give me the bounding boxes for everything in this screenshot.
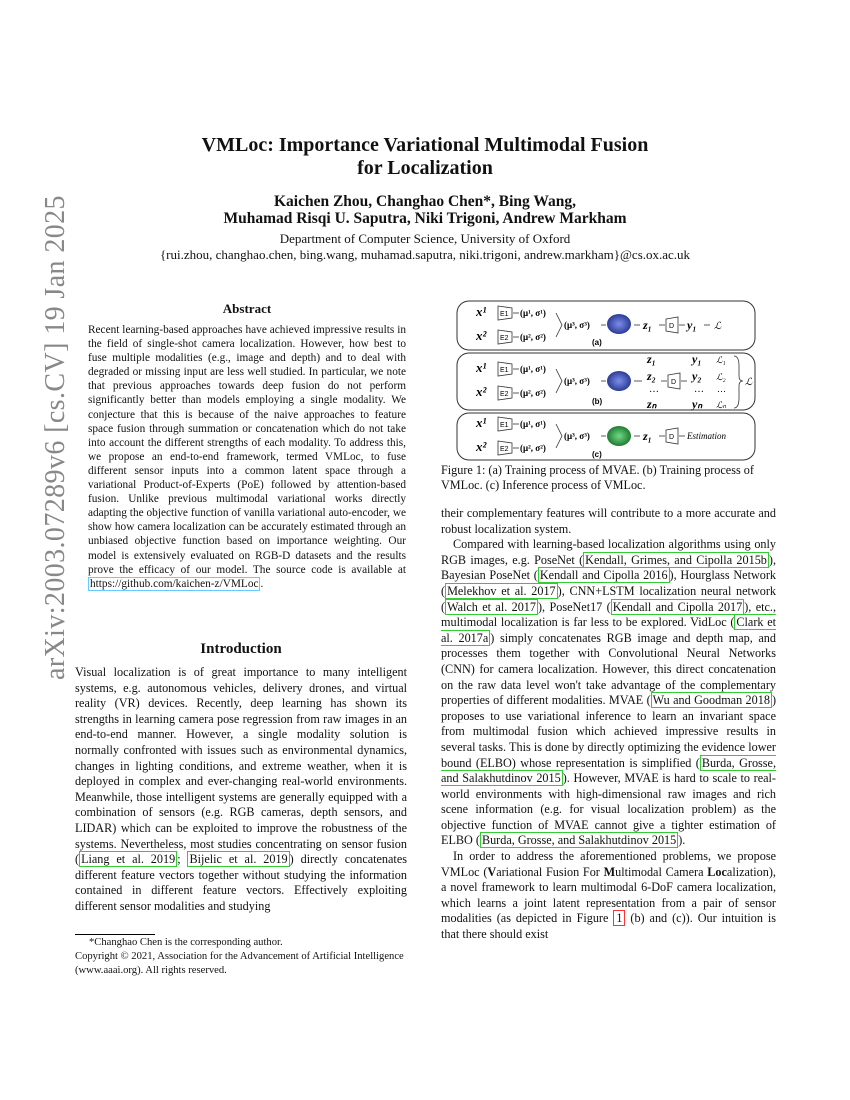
body-text: ), Bayesian PoseNet ( [441, 552, 776, 583]
e2-label: E2 [500, 335, 509, 342]
citation-link[interactable]: Kendall and Cipolla 2016 [539, 568, 668, 583]
citation-link[interactable]: Clark et al. 2017a [441, 615, 777, 645]
z1-label: z₁ [647, 352, 656, 366]
x2-label: x² [476, 439, 487, 454]
x2-label: x² [476, 328, 487, 343]
body-text: ultimodal Camera [615, 864, 708, 879]
panel-b-frame [457, 353, 755, 410]
estimation-label: Estimation [687, 431, 727, 441]
mu3-label: (μ³, σ³) [564, 320, 590, 330]
mu1-label: (μ¹, σ¹) [520, 308, 546, 318]
body-text: ). However, MVAE is hard to scale to real-world environments with high-dimensional raw images and rich scene information (e.g. for visual localization problem) as the objective function of MVAE cannot give a tighter estimation of ELBO ( [441, 771, 776, 848]
body-text: ) proposes to use variational inference to learn an invariant space from multimodal fusion which achieved impressive results in several tasks. This is done by directly optimizing the evidence lower bound (ELBO) whose representation is simplified ( [441, 693, 776, 770]
figure-1-diagram [456, 300, 756, 462]
latent-distribution-blob [607, 426, 631, 446]
authors-line-2: Muhamad Risqi U. Saputra, Niki Trigoni, Andrew Markham [223, 210, 627, 227]
citation-link[interactable]: Wu and Goodman 2018 [652, 693, 770, 708]
citation-link[interactable]: Walch et al. 2017 [447, 599, 536, 614]
intro-text: Visual localization is of great importance to many intelligent systems, e.g. autonomous vehicles, delivery drones, and virtual reality (VR) devices. Recently, deep learning has shown its strengths in learning camera pose regression from raw images in an end-to-end manner. However, a single modality solution is normally confronted with issues such as environmental dynamics, changes in lighting conditions, and extreme weather, when it is deployed in complex and ever-changing real-world environments. Meanwhile, those intelligent systems are generally equipped with a combination of sensors (e.g. RGB cameras, depth sensors, and LIDAR) which can be exploited to improve the robustness of the systems. Nevertheless, most studies concentrating on sensor fusion ( [75, 665, 407, 867]
author-list [0, 193, 850, 227]
body-text: ) simply concatenates RGB image and depth map, and processes them together with Convolutional Neural Networks (CNN) for camera localization. However, this direct concatenation on the raw data level won't take advantage of the complementary properties of different modalities. MVAE ( [441, 630, 776, 708]
loss-n-label: ℒₙ [716, 400, 727, 410]
mu2-label: (μ², σ²) [520, 388, 546, 398]
right-paragraph-2 [441, 537, 776, 849]
ellipsis: … [649, 384, 659, 395]
panel-b-label: (b) [592, 397, 603, 406]
y2-label: y₂ [692, 369, 702, 383]
ellipsis: … [717, 384, 726, 394]
loss-label: ℒ [714, 321, 722, 332]
intro-text: ; [177, 852, 188, 867]
intro-paragraph-1 [75, 665, 407, 915]
footnote-rule [75, 934, 155, 935]
fusion-brace [556, 369, 562, 393]
loss-brace [734, 356, 743, 408]
citation-link[interactable]: Kendall and Cipolla 2017 [612, 599, 743, 614]
y1-label: y₁ [687, 318, 697, 332]
mu1-label: (μ¹, σ¹) [520, 419, 546, 429]
z1-label: z₁ [643, 429, 652, 443]
e2-label: E2 [500, 391, 509, 398]
loss-1-label: ℒ₁ [716, 355, 726, 365]
citation-link[interactable]: Liang et al. 2019 [81, 852, 176, 867]
ellipsis: … [694, 384, 704, 395]
panel-a [457, 301, 755, 350]
introduction-left-column [75, 665, 407, 915]
abstract-end: . [260, 577, 264, 590]
x1-label: x¹ [476, 415, 487, 430]
e1-label: E1 [500, 422, 509, 429]
body-text: ), etc., multimodal localization is far less to be explored. VidLoc ( [441, 599, 777, 630]
title-line-2: for Localization [357, 157, 493, 179]
acronym-letter: Loc [707, 864, 727, 879]
x2-label: x² [476, 384, 487, 399]
body-text: (b) and (c)). Our intuition is that there should exist [441, 911, 776, 942]
d-label: D [671, 379, 677, 386]
yn-label: yₙ [692, 397, 703, 411]
x1-label: x¹ [476, 360, 487, 375]
mu2-label: (μ², σ²) [520, 443, 546, 453]
figure-reference-link[interactable]: 1 [613, 910, 625, 926]
abstract-body [88, 323, 406, 591]
mu3-label: (μ³, σ³) [564, 376, 590, 386]
y1-label: y₁ [692, 352, 702, 366]
author-emails: {rui.zhou, changhao.chen, bing.wang, muhamad.saputra, niki.trigoni, andrew.markham}@cs.ox.ac.uk [159, 247, 691, 262]
e1-label: E1 [500, 367, 509, 374]
right-paragraph-3 [441, 849, 776, 943]
e1-label: E1 [500, 311, 509, 318]
introduction-right-column [441, 506, 776, 943]
x1-label: x¹ [476, 304, 487, 319]
z1-label: z₁ [643, 318, 652, 332]
panel-c-label: (c) [592, 450, 602, 459]
introduction-heading: Introduction [200, 641, 282, 657]
citation-link[interactable]: Melekhov et al. 2017 [447, 583, 556, 598]
citation-link[interactable]: Burda, Grosse, and Salakhutdinov 2015 [441, 755, 776, 786]
fusion-brace [556, 313, 562, 337]
right-paragraph-1: their complementary features will contribute to a more accurate and robust localization system. [441, 506, 776, 536]
citation-link[interactable]: Bijelic et al. 2019 [189, 852, 288, 867]
d-label: D [669, 323, 675, 330]
panel-c [457, 413, 755, 460]
affiliation-block [0, 231, 850, 263]
corresponding-author-note: *Changhao Chen is the corresponding author. [89, 937, 283, 948]
body-text: ). [678, 833, 686, 848]
affiliation: Department of Computer Science, University of Oxford [279, 231, 571, 246]
e2-label: E2 [500, 446, 509, 453]
acronym-letter: V [487, 864, 497, 879]
abstract-heading: Abstract [222, 301, 272, 316]
copyright-note: Copyright © 2021, Association for the Advancement of Artificial Intelligence (www.aaai.org). All rights reserved. [75, 950, 404, 976]
footnote-block [75, 936, 407, 977]
authors-line-1: Kaichen Zhou, Changhao Chen*, Bing Wang, [273, 193, 577, 210]
panel-a-label: (a) [592, 338, 602, 347]
intro-text: ) directly concatenates different feature vectors together without studying the information contained in different feature vectors. Effectively exploiting different sensor modalities and studying [75, 852, 407, 913]
citation-link[interactable]: Kendall, Grimes, and Cipolla 2015b [585, 552, 767, 567]
fusion-brace [556, 424, 562, 448]
latent-distribution-blob [607, 314, 631, 334]
z2-label: z₂ [647, 369, 656, 383]
loss-2-label: ℒ₂ [716, 372, 726, 382]
citation-link[interactable]: Burda, Grosse, and Salakhutdinov 2015 [481, 833, 677, 848]
loss-label: ℒ [745, 377, 753, 388]
acronym-letter: M [603, 864, 616, 879]
latent-distribution-blob [607, 371, 631, 391]
body-text: alization), a novel framework to learn multimodal 6-DoF camera localization, which learns a joint latent representation from a pair of sensor modalities (as depicted in Figure [441, 864, 776, 926]
body-text: ), CNN+LSTM localization neural network ( [441, 583, 776, 614]
mu2-label: (μ², σ²) [520, 332, 546, 342]
body-text: ), PoseNet17 ( [538, 599, 611, 614]
mu1-label: (μ¹, σ¹) [520, 364, 546, 374]
d-label: D [669, 434, 675, 441]
body-text: In order to address the aforementioned problems, we propose VMLoc ( [441, 849, 776, 879]
zn-label: zₙ [647, 397, 657, 411]
panel-b [457, 352, 755, 411]
source-code-link[interactable]: https://github.com/kaichen-z/VMLoc [90, 577, 259, 590]
title-line-1: VMLoc: Importance Variational Multimodal Fusion [201, 134, 649, 156]
mu3-label: (μ³, σ³) [564, 431, 590, 441]
body-text: ariational Fusion For [496, 864, 604, 879]
figure-1-caption: Figure 1: (a) Training process of MVAE. (b) Training process of VMLoc. (c) Inference process of VMLoc. [441, 463, 754, 493]
paper-title [0, 134, 850, 180]
body-text: Compared with learning-based localization algorithms using only RGB images, e.g. PoseNet ( [441, 537, 776, 567]
body-text: ), Hourglass Network ( [441, 568, 776, 598]
abstract-text: Recent learning-based approaches have achieved impressive results in the field of single-shot camera localization. However, how best to fuse multiple modalities (e.g., image and depth) and to deal with degraded or missing input are less well studied. In particular, we note that previous approaches towards deep fusion do not perform significantly better than models employing a single modality. We conjecture that this is because of the naive approaches to feature space fusion through summation or concatenation which do not take into account the different strengths of each modality. To address this, we propose an end-to-end framework, termed VMLoc, to fuse different sensor inputs into a common latent space through a variational Product-of-Experts (PoE) followed by attention-based fusion. Unlike previous multimodal variational works directly adapting the objective function of vanilla variational auto-encoder, we show how camera localization can be accurately estimated through an unbiased objective function based on importance weighting. Our model is extensively evaluated on RGB-D datasets and the results prove the efficacy of our model. The source code is available at [88, 324, 406, 576]
arxiv-stamp: arXiv:2003.07289v6 [cs.CV] 19 Jan 2025 [40, 195, 71, 680]
